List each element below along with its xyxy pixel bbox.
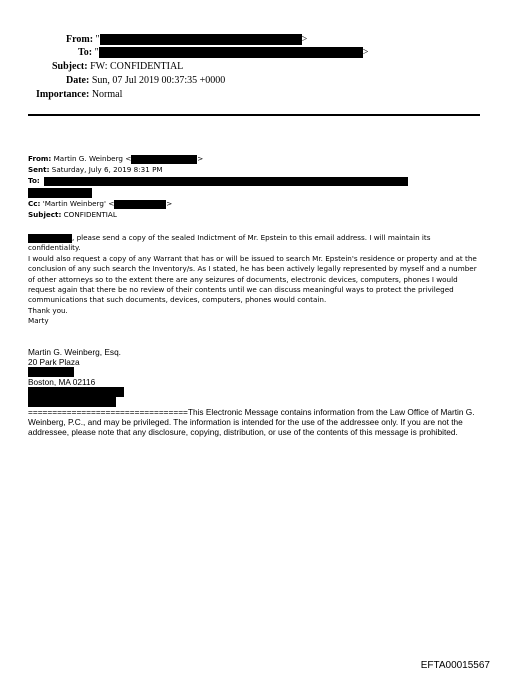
redaction-bar <box>28 188 92 198</box>
message-subject <box>28 210 117 220</box>
header-from <box>66 33 307 47</box>
header-subject-label: Subject: <box>52 61 88 72</box>
message-sent-value: Saturday, July 6, 2019 8:31 PM <box>51 165 163 174</box>
header-importance-value: Normal <box>91 89 123 100</box>
body-paragraph-1 <box>28 233 480 254</box>
message-cc-end: > <box>166 199 173 208</box>
redaction-bar <box>28 397 116 407</box>
message-subject-label: Subject: <box>28 210 62 219</box>
message-from-end: > <box>197 154 204 163</box>
legal-disclaimer: =================================This Electronic Message contains information from the Law Office of Martin G. Weinberg, P.C., and may be privileged. The information is intended for the use of the addressee only. If you are not the addressee, please note that any disclosure, copying, distribution, or use of the contents of this message is prohibited. <box>28 407 475 438</box>
signature-name: Martin G. Weinberg, Esq. <box>28 347 121 357</box>
body-thanks: Thank you. <box>28 305 68 315</box>
header-to-value: " <box>94 47 99 58</box>
header-divider <box>28 114 480 116</box>
redaction-bar <box>99 47 363 58</box>
body-paragraph-1-text: , please send a copy of the sealed Indictment of Mr. Epstein to this email address. I will maintain its confidentiality. <box>28 233 431 253</box>
header-date-value: Sun, 07 Jul 2019 00:37:35 +0000 <box>91 75 226 86</box>
redaction-bar <box>44 177 408 186</box>
redaction-bar <box>131 155 197 164</box>
message-cc-value: 'Martin Weinberg' < <box>42 199 115 208</box>
message-to-label: To: <box>28 176 40 185</box>
signature-street: 20 Park Plaza <box>28 357 80 367</box>
header-subject <box>52 60 183 74</box>
header-to <box>78 46 368 60</box>
header-from-end: > <box>301 34 308 45</box>
message-to <box>28 176 40 186</box>
message-subject-value: CONFIDENTIAL <box>63 210 117 219</box>
message-from <box>28 154 203 164</box>
redaction-bar <box>28 367 74 377</box>
header-date <box>66 74 225 88</box>
body-paragraph-2: I would also request a copy of any Warrant that has or will be issued to search Mr. Epstein's residence or property and at the conclusion of any such search the Inventory/s. As I stated, he has been actively legally represented by myself and a number of other attorneys so to the extent there are any seizures of documents, electronic devices, computers, phones I would request again that there be no review of their contents until we can discuss meaningful ways to protect the privileged communications that such documents, devices, computers, phones would contain. <box>28 253 477 305</box>
header-date-label: Date: <box>66 75 90 86</box>
header-importance <box>36 88 122 102</box>
message-from-value: Martin G. Weinberg < <box>53 154 132 163</box>
redaction-bar <box>28 387 124 397</box>
message-sent <box>28 165 163 175</box>
header-to-end: > <box>362 47 369 58</box>
header-to-label: To: <box>78 47 93 58</box>
redaction-bar <box>114 200 166 209</box>
header-subject-value: FW: CONFIDENTIAL <box>90 61 184 72</box>
redaction-bar <box>28 234 72 243</box>
message-cc-label: Cc: <box>28 199 41 208</box>
header-from-label: From: <box>66 34 94 45</box>
message-cc <box>28 199 172 209</box>
body-signoff: Marty <box>28 316 49 326</box>
header-from-value: " <box>95 34 100 45</box>
header-importance-label: Importance: <box>36 89 90 100</box>
message-sent-label: Sent: <box>28 165 50 174</box>
redaction-bar <box>100 34 302 45</box>
message-body <box>28 233 480 327</box>
bates-number: EFTA00015567 <box>420 660 490 671</box>
signature-city: Boston, MA 02116 <box>28 377 96 387</box>
message-from-label: From: <box>28 154 52 163</box>
